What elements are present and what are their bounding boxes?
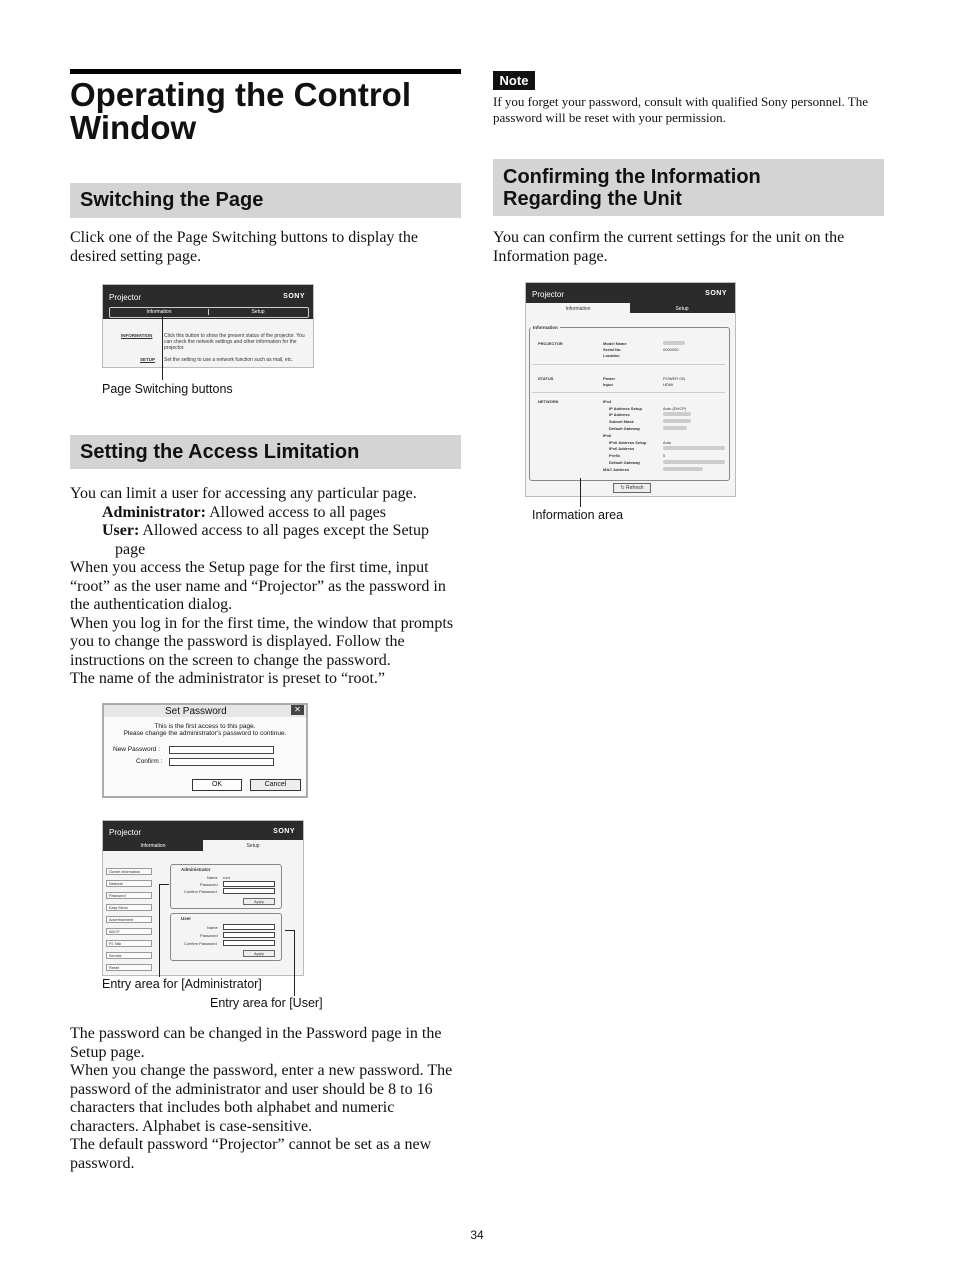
ipv6-setup-label: IPv6 Address Setup: [609, 440, 647, 445]
mac-value: [663, 467, 703, 471]
app-title: Projector: [532, 290, 565, 299]
info-section-title: Information: [533, 325, 558, 330]
subnet-label: Subnet Mask: [609, 419, 634, 424]
admin-name-label: Name: [207, 875, 218, 880]
prefix-label: Prefix: [609, 453, 621, 458]
info-divider: [532, 392, 725, 393]
nav-reset[interactable]: Reset: [106, 964, 152, 971]
admin-desc: Allowed access to all pages: [205, 503, 386, 521]
setup-desc: Set the setting to use a network function such as mail, etc.: [164, 357, 293, 363]
app-title: Projector: [109, 293, 142, 302]
title-rule: [70, 69, 461, 74]
ok-button[interactable]: OK: [192, 779, 242, 791]
dialog-msg-1: This is the first access to this page.: [154, 723, 256, 730]
new-password-field[interactable]: [169, 746, 274, 754]
dialog-msg-2: Please change the administrator's password to continue.: [123, 730, 287, 737]
user-confirm-label: Confirm Password: [184, 941, 217, 946]
page-switching-screenshot: [102, 284, 314, 368]
user-confirm-field[interactable]: [223, 940, 275, 946]
screenshot-header: [103, 821, 303, 851]
dialog-message: [104, 723, 306, 737]
serial-label: Serial No.: [603, 347, 622, 352]
page-switching-bar: [109, 307, 309, 318]
dialog-titlebar: [104, 705, 306, 717]
tab-information[interactable]: Information: [140, 843, 166, 849]
admin-term: Administrator:: [102, 503, 206, 521]
screenshot-header: [103, 285, 313, 319]
access-p6: The default password “Projector” cannot be set as a new password.: [70, 1136, 432, 1172]
admin-leader: [159, 884, 160, 977]
user-desc: Allowed access to all pages except the Setup page: [115, 522, 429, 558]
projector-label: PROJECTOR: [538, 341, 563, 346]
user-password-field[interactable]: [223, 932, 275, 938]
section-heading-switching: Switching the Page: [70, 183, 461, 218]
information-link[interactable]: INFORMATION: [121, 333, 153, 338]
gateway6-value: [663, 460, 725, 464]
input-value: HDMI: [663, 382, 674, 387]
tab-setup[interactable]: Setup: [246, 843, 260, 849]
setup-link[interactable]: SETUP: [140, 357, 156, 362]
access-p3: The name of the administrator is preset to “root.”: [70, 670, 386, 687]
ipv6-address-value: [663, 446, 725, 450]
ipv6-setup-value: Auto: [663, 440, 672, 445]
caption-leader: [580, 478, 581, 507]
admin-group-title: Administrator: [181, 867, 211, 872]
power-value: POWER ON: [663, 376, 686, 381]
network-label: NETWORK: [538, 399, 559, 404]
access-intro: You can limit a user for accessing any particular page.: [70, 485, 417, 502]
admin-name-value: root: [223, 875, 230, 880]
screenshot-header: [526, 283, 735, 313]
admin-confirm-field[interactable]: [223, 888, 275, 894]
model-name-value: [663, 341, 685, 345]
nav-service[interactable]: Service: [106, 952, 152, 959]
confirm-password-field[interactable]: [169, 758, 274, 766]
refresh-icon: ↻: [620, 485, 627, 491]
power-label: Power: [603, 376, 616, 381]
ipv4-label: IPv4: [603, 399, 612, 404]
input-label: Input: [603, 382, 613, 387]
admin-confirm-label: Confirm Password: [184, 889, 217, 894]
access-p4: The password can be changed in the Password page in the Setup page.: [70, 1025, 442, 1061]
ip-setup-value: Auto (DHCP): [663, 406, 687, 411]
user-group-title: User: [181, 916, 192, 921]
ip-address-value: [663, 412, 691, 416]
gateway-value: [663, 426, 687, 430]
administrator-entry-area: [170, 864, 282, 909]
mac-label: MAC Address: [603, 467, 630, 472]
tab-information[interactable]: Information: [110, 309, 209, 315]
serial-value: 0000000: [663, 347, 679, 352]
admin-definition: [70, 504, 461, 523]
tab-setup[interactable]: Setup: [251, 309, 265, 315]
nav-pj-talk[interactable]: PJ Talk: [106, 940, 152, 947]
information-area: [529, 327, 730, 481]
gateway6-label: Default Gateway: [609, 460, 641, 465]
caption-admin-entry: Entry area for [Administrator]: [102, 977, 262, 991]
nav-easy-menu[interactable]: Easy Menu: [106, 904, 152, 911]
password-body: [70, 1025, 461, 1173]
page-number: 34: [470, 1228, 484, 1242]
nav-advertisement[interactable]: Advertisement: [106, 916, 152, 923]
admin-leader-top: [159, 884, 169, 885]
section-heading-access: Setting the Access Limitation: [70, 435, 461, 469]
information-screenshot: [525, 282, 736, 497]
user-entry-area: [170, 913, 282, 961]
access-p5: When you change the password, enter a new password. The password of the administrator and user should be 8 to 16 characters that includes both alphabet and numeric characters. Alphabet is case-sensitive.: [70, 1062, 453, 1135]
dialog-title: Set Password: [165, 706, 227, 717]
sony-logo: SONY: [705, 290, 727, 297]
page-title: Operating the Control Window: [70, 76, 411, 146]
section-heading-confirming: [493, 159, 884, 216]
access-p2: When you log in for the first time, the window that prompts you to change the password is displayed. Follow the instructions on the screen to change the password.: [70, 614, 454, 669]
status-label: STATUS: [538, 376, 554, 381]
ip-address-label: IP Address: [609, 412, 630, 417]
note-badge: Note: [493, 71, 535, 90]
ipv6-address-label: IPv6 Address: [609, 446, 635, 451]
close-icon[interactable]: ✕: [291, 705, 304, 715]
cancel-button[interactable]: Cancel: [250, 779, 301, 791]
admin-password-label: Password: [200, 882, 218, 887]
ip-setup-label: IP Address Setup: [609, 406, 642, 411]
ipv6-label: IPv6: [603, 433, 612, 438]
refresh-label: Refresh: [626, 485, 644, 491]
user-name-label: Name: [207, 925, 218, 930]
tab-information[interactable]: Information: [565, 306, 591, 312]
user-definition: [70, 522, 461, 559]
set-password-dialog: [102, 703, 308, 798]
user-apply-button[interactable]: Apply: [243, 950, 275, 957]
app-title: Projector: [109, 828, 142, 837]
information-desc: Click this button to show the present status of the projector. You can check the network settings and other information for the projector.: [164, 333, 305, 351]
nav-adcp[interactable]: ADCP: [106, 928, 152, 935]
switching-body: Click one of the Page Switching buttons to display the desired setting page.: [70, 229, 418, 265]
nav-network[interactable]: Network: [106, 880, 152, 887]
caption-page-switching: Page Switching buttons: [102, 382, 233, 396]
caption-user-entry: Entry area for [User]: [210, 996, 323, 1010]
admin-apply-button[interactable]: Apply: [243, 898, 275, 905]
sony-logo: SONY: [283, 293, 305, 300]
user-leader: [294, 930, 295, 996]
refresh-button[interactable]: [613, 483, 651, 493]
sony-logo: SONY: [273, 828, 295, 835]
tab-setup[interactable]: Setup: [675, 306, 689, 312]
confirming-body: You can confirm the current settings for the unit on the Information page.: [493, 229, 845, 265]
nav-owner-information[interactable]: Owner information: [106, 868, 152, 875]
info-divider: [532, 364, 725, 365]
password-setup-screenshot: [102, 820, 304, 976]
new-password-label: New Password :: [113, 746, 160, 753]
confirm-label: Confirm :: [136, 758, 163, 765]
note-text: If you forget your password, consult with qualified Sony personnel. The password will be reset with your permission.: [493, 94, 869, 125]
confirming-heading-text: Confirming the Information Regarding the Unit: [503, 165, 761, 210]
access-body: [70, 485, 461, 689]
prefix-value: 0: [663, 453, 666, 458]
location-label: Location: [603, 353, 620, 358]
nav-password[interactable]: Password: [106, 892, 152, 899]
caption-information-area: Information area: [532, 508, 624, 522]
admin-password-field[interactable]: [223, 881, 275, 887]
access-p1: When you access the Setup page for the first time, input “root” as the user name and “Projector” as the password in the authentication dialog.: [70, 559, 446, 613]
gateway-label: Default Gateway: [609, 426, 641, 431]
caption-leader: [162, 316, 163, 380]
model-name-label: Model Name: [603, 341, 627, 346]
user-term: User:: [102, 522, 140, 539]
subnet-value: [663, 419, 691, 423]
user-password-label: Password: [200, 933, 218, 938]
user-name-field[interactable]: [223, 924, 275, 930]
